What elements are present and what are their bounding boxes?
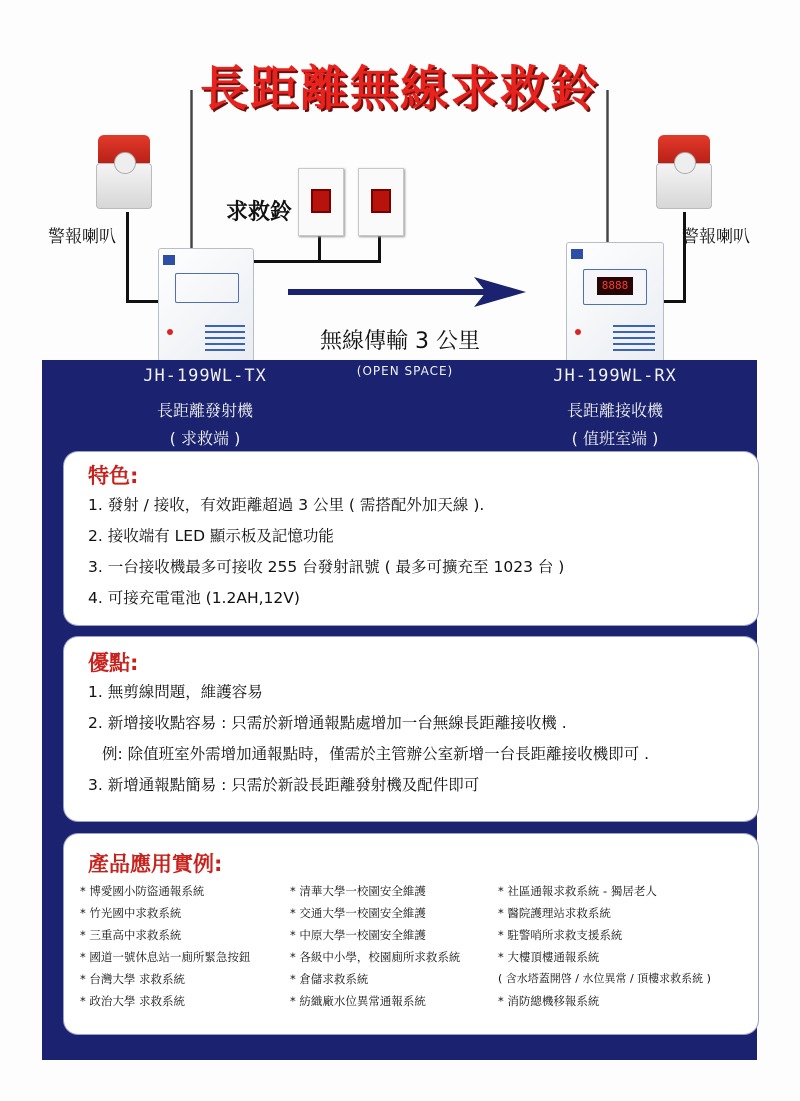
siren-label-right: 警報喇叭 xyxy=(682,227,750,247)
example-item: * 駐警哨所求救支援系統 xyxy=(498,928,623,942)
example-item: * 各級中小學，校園廁所求救系統 xyxy=(290,950,461,964)
example-item: * 社區通報求救系統 - 獨居老人 xyxy=(498,884,657,898)
rx-role: ( 值班室端 ) xyxy=(571,429,659,448)
example-item: * 紡織廠水位異常通報系統 xyxy=(290,994,426,1008)
tx-role: ( 求救端 ) xyxy=(169,429,241,448)
example-item: * 三重高中求救系統 xyxy=(80,928,182,942)
examples-heading: 產品應用實例: xyxy=(88,852,223,876)
example-item: * 竹光國中求救系統 xyxy=(80,906,182,920)
examples-column-2 xyxy=(290,880,460,1012)
advantages-heading: 優點: xyxy=(88,651,139,675)
wire xyxy=(318,232,321,262)
wire xyxy=(126,212,129,302)
callbell-switch xyxy=(298,168,344,236)
example-item-note: ( 含水塔蓋開啓 / 水位異常 / 頂樓求救系統 ) xyxy=(498,972,711,985)
example-item: * 國道一號休息站一廁所緊急按鈕 xyxy=(80,950,251,964)
example-item: * 中原大學一校園安全維護 xyxy=(290,928,426,942)
callbell-label: 求救鈴 xyxy=(226,200,293,225)
tx-name: 長距離發射機 xyxy=(156,401,253,420)
page-title: 長距離無線求救鈴 xyxy=(199,61,600,117)
siren-label-left: 警報喇叭 xyxy=(48,227,116,247)
tx-model: JH-199WL-TX xyxy=(143,366,267,386)
example-item: * 交通大學一校園安全維護 xyxy=(290,906,426,920)
features-panel xyxy=(64,452,758,625)
antenna xyxy=(190,90,193,250)
siren-right xyxy=(656,135,712,210)
examples-panel xyxy=(64,834,758,1034)
feature-item: 3. 一台接收機最多可接收 255 台發射訊號 ( 最多可擴充至 1023 台 ) xyxy=(88,558,565,576)
rx-name: 長距離接收機 xyxy=(566,401,663,420)
example-item: * 大樓頂樓通報系統 xyxy=(498,950,600,964)
advantage-item: 3. 新增通報點簡易 : 只需於新設長距離發射機及配件即可 xyxy=(88,776,480,794)
open-space-label: (OPEN SPACE) xyxy=(356,364,454,378)
features-heading: 特色: xyxy=(88,464,139,488)
advantage-item: 1. 無剪線問題，維護容易 xyxy=(88,683,263,701)
wire xyxy=(378,232,381,262)
transmitter-device xyxy=(158,248,254,362)
example-item: * 政治大學 求救系統 xyxy=(80,994,186,1008)
wire xyxy=(245,260,381,263)
feature-item: 2. 接收端有 LED 顯示板及記憶功能 xyxy=(88,527,334,545)
example-item: * 醫院護理站求救系統 xyxy=(498,906,611,920)
examples-column-3 xyxy=(498,880,711,1012)
example-item: * 台灣大學 求救系統 xyxy=(80,972,186,986)
callbell-switch xyxy=(358,168,404,236)
transmission-label: 無線傳輸 3 公里 xyxy=(320,329,480,354)
example-item: * 倉儲求救系統 xyxy=(290,972,369,986)
receiver-device xyxy=(566,242,664,364)
transmission-arrow-icon xyxy=(288,275,528,309)
example-item: * 博愛國小防盜通報系統 xyxy=(80,884,205,898)
advantage-example: 例: 除值班室外需增加通報點時，僅需於主管辦公室新增一台長距離接收機即可 . xyxy=(102,745,650,763)
rx-model: JH-199WL-RX xyxy=(553,366,677,386)
siren-left xyxy=(96,135,152,210)
examples-column-1 xyxy=(80,880,250,1012)
advantages-panel xyxy=(64,637,758,821)
advantage-item: 2. 新增接收點容易 : 只需於新增通報點處增加一台無線長距離接收機 . xyxy=(88,714,567,732)
example-item: * 清華大學一校園安全維護 xyxy=(290,884,426,898)
receiver-led-display: 8888 xyxy=(597,277,633,295)
antenna xyxy=(606,90,609,250)
example-item: * 消防總機移報系統 xyxy=(498,994,600,1008)
feature-item: 1. 發射 / 接收，有效距離超過 3 公里 ( 需搭配外加天線 ). xyxy=(88,496,485,514)
feature-item: 4. 可接充電電池 (1.2AH,12V) xyxy=(88,589,300,607)
